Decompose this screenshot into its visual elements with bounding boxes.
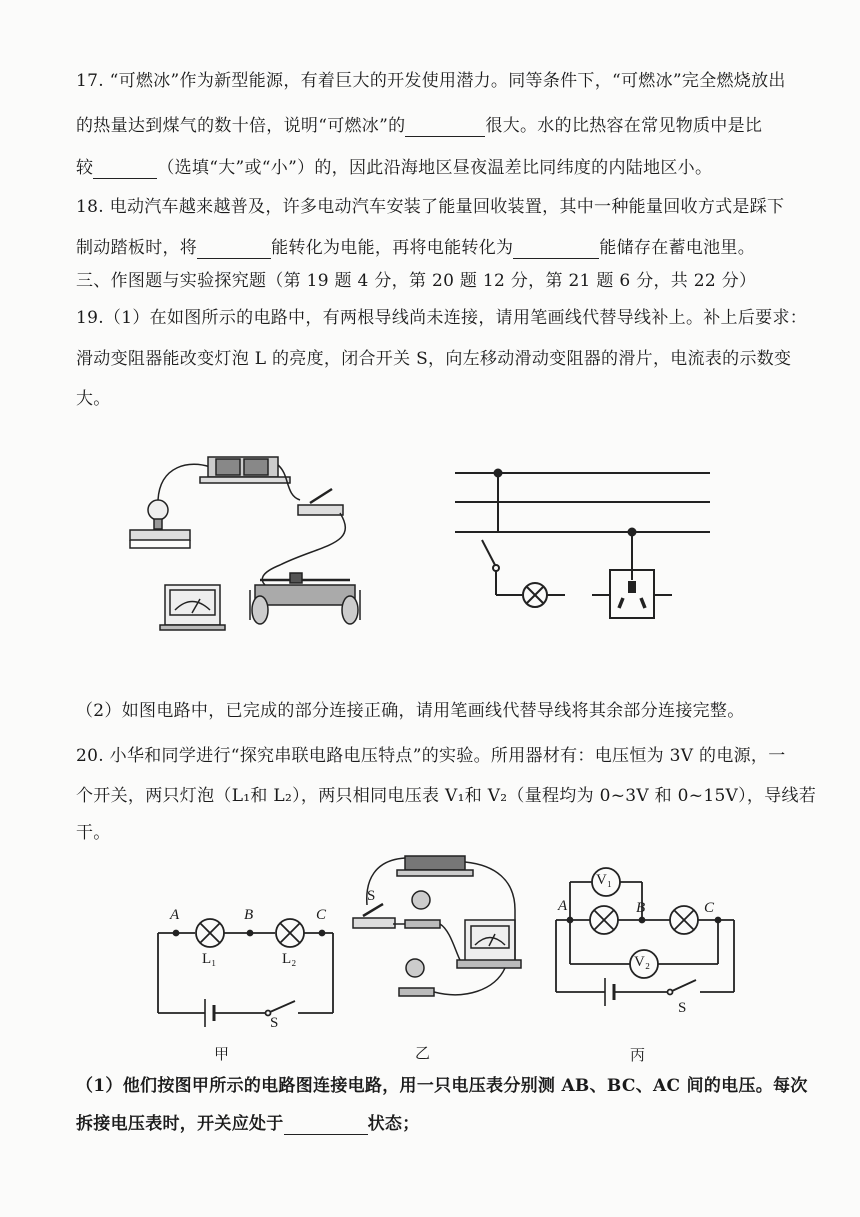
figure-bing-diagram xyxy=(550,860,750,1035)
label-v2: V₂ xyxy=(634,954,651,970)
q18-text-a: 制动踏板时，将 xyxy=(76,238,198,258)
q17-text-a: 的热量达到煤气的数十倍，说明“可燃冰”的 xyxy=(76,116,406,136)
label-a-bing: A xyxy=(558,898,568,914)
label-l2: L₂ xyxy=(282,951,297,967)
label-s-bing: S xyxy=(678,1000,687,1016)
caption-jia: 甲 xyxy=(214,1047,230,1063)
q17-blank-2[interactable] xyxy=(93,160,157,179)
q20-line1: 20. 小华和同学进行“探究串联电路电压特点”的实验。所用器材有：电压恒为 3V 的电源，一 xyxy=(76,746,786,766)
q18-text-b: 能转化为电能，再将电能转化为 xyxy=(271,238,514,258)
q19-line2: 滑动变阻器能改变灯泡 L 的亮度，闭合开关 S，向左移动滑动变阻器的滑片，电流表的示数变 xyxy=(76,349,792,369)
label-b: B xyxy=(244,907,254,923)
q20-blank-1[interactable] xyxy=(284,1116,368,1135)
label-s: S xyxy=(270,1015,279,1031)
q17-line1: 17. “可燃冰”作为新型能源，有着巨大的开发使用潜力。同等条件下，“可燃冰”完全燃烧放出 xyxy=(76,71,786,91)
q17-line3 xyxy=(76,157,820,179)
q19-line3: 大。 xyxy=(76,389,111,409)
q18-line1: 18. 电动汽车越来越普及，许多电动汽车安装了能量回收装置，其中一种能量回收方式是踩下 xyxy=(76,197,785,217)
label-l1: L₁ xyxy=(202,951,217,967)
label-b-bing: B xyxy=(636,900,646,916)
q20-text-a: 拆接电压表时，开关应处于 xyxy=(76,1114,284,1134)
figure-yi-diagram xyxy=(345,850,535,1030)
figure-jia-diagram xyxy=(150,905,350,1035)
q17-text-c: 较 xyxy=(76,158,94,178)
figure-jia xyxy=(150,905,350,1065)
figure-yi xyxy=(345,850,535,1060)
figure-bing xyxy=(550,860,750,1064)
q18-blank-2[interactable] xyxy=(513,240,599,259)
q17-line2 xyxy=(76,115,820,137)
q19-physical-circuit-figure xyxy=(120,445,380,645)
q20-text-b: 状态； xyxy=(367,1114,420,1134)
q19-line1: 19.（1）在如图所示的电路中，有两根导线尚未连接，请用笔画线代替导线补上。补上后要求： xyxy=(76,308,808,328)
label-c-bing: C xyxy=(704,900,715,916)
q20-sub1-line2 xyxy=(76,1113,820,1135)
caption-yi: 乙 xyxy=(415,1046,431,1062)
q17-text-d: （选填“大”或“小”）的，因此沿海地区昼夜温差比同纬度的内陆地区小。 xyxy=(157,158,713,178)
label-c: C xyxy=(316,907,327,923)
q19-part2: （2）如图电路中，已完成的部分连接正确，请用笔画线代替导线将其余部分连接完整。 xyxy=(76,701,745,721)
q18-blank-1[interactable] xyxy=(197,240,271,259)
q20-line2: 个开关，两只灯泡（L₁和 L₂），两只相同电压表 V₁和 V₂（量程均为 0~3V 和 0~15V），导线若 xyxy=(76,786,817,806)
q18-line2 xyxy=(76,237,820,259)
q20-line3: 干。 xyxy=(76,823,111,843)
q18-text-c: 能储存在蓄电池里。 xyxy=(599,238,756,258)
q19-household-circuit-figure xyxy=(440,455,720,635)
q17-blank-1[interactable] xyxy=(405,118,485,137)
label-s-yi: S xyxy=(367,888,376,904)
q20-sub1-line1: （1）他们按图甲所示的电路图连接电路，用一只电压表分别测 AB、BC、AC 间的电压。每次 xyxy=(76,1076,808,1096)
caption-bing: 丙 xyxy=(630,1048,646,1064)
label-a: A xyxy=(170,907,180,923)
q17-text-b: 很大。水的比热容在常见物质中是比 xyxy=(485,116,763,136)
section3-heading: 三、作图题与实验探究题（第 19 题 4 分，第 20 题 12 分，第 21 题 6 分，共 22 分） xyxy=(76,271,757,291)
label-v1: V₁ xyxy=(596,872,613,888)
